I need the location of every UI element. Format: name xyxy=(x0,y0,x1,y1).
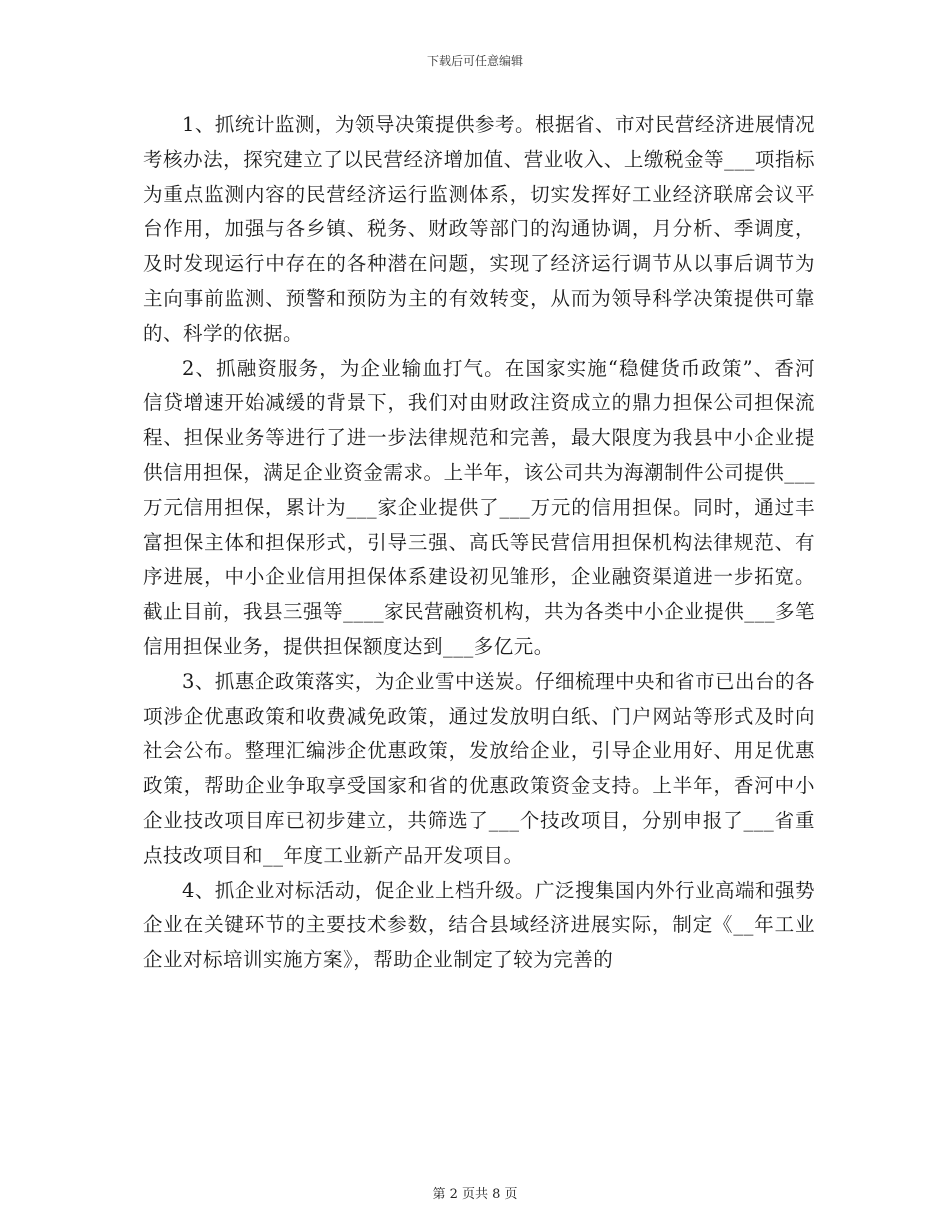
page-footer: 第 2 页共 8 页 xyxy=(432,1187,518,1202)
paragraph-3: 3、抓惠企政策落实，为企业雪中送炭。仔细梳理中央和省市已出台的各项涉企优惠政策和收费减免政策，通过发放明白纸、门户网站等形式及时向社会公布。整理汇编涉企优惠政策，发放给企业，引导企业用好、用足优惠政策，帮助企业争取享受国家和省的优惠政策资金支持。上半年，香河中小企业技改项目库已初步建立，共筛选了___个技改项目，分别申报了___省重点技改项目和__年度工业新产品开发项目。 xyxy=(143,669,815,867)
page-header: 下载后可任意编辑 xyxy=(426,54,523,68)
paragraph-1: 1、抓统计监测，为领导决策提供参考。根据省、市对民营经济进展情况考核办法，探究建立了以民营经济增加值、营业收入、上缴税金等___项指标为重点监测内容的民营经济运行监测体系，切实发挥好工业经济联席会议平台作用，加强与各乡镇、税务、财政等部门的沟通协调，月分析、季调度，及时发现运行中存在的各种潜在问题，实现了经济运行调节从以事后调节为主向事前监测、预警和预防为主的有效转变，从而为领导科学决策提供可靠的、科学的依据。 xyxy=(143,113,815,345)
document-body xyxy=(143,108,815,978)
paragraph-4: 4、抓企业对标活动，促企业上档升级。广泛搜集国内外行业高端和强势企业在关键环节的主要技术参数，结合县域经济进展实际，制定《__年工业企业对标培训实施方案》，帮助企业制定了较为完善的 xyxy=(143,878,815,972)
paragraph-2: 2、抓融资服务，为企业输血打气。在国家实施“稳健货币政策”、香河信贷增速开始减缓的背景下，我们对由财政注资成立的鼎力担保公司担保流程、担保业务等进行了进一步法律规范和完善，最大限度为我县中小企业提供信用担保，满足企业资金需求。上半年，该公司共为海潮制件公司提供___万元信用担保，累计为___家企业提供了___万元的信用担保。同时，通过丰富担保主体和担保形式，引导三强、高氏等民营信用担保机构法律规范、有序进展，中小企业信用担保体系建设初见雏形，企业融资渠道进一步拓宽。截止目前，我县三强等____家民营融资机构，共为各类中小企业提供___多笔信用担保业务，提供担保额度达到___多亿元。 xyxy=(143,356,815,658)
